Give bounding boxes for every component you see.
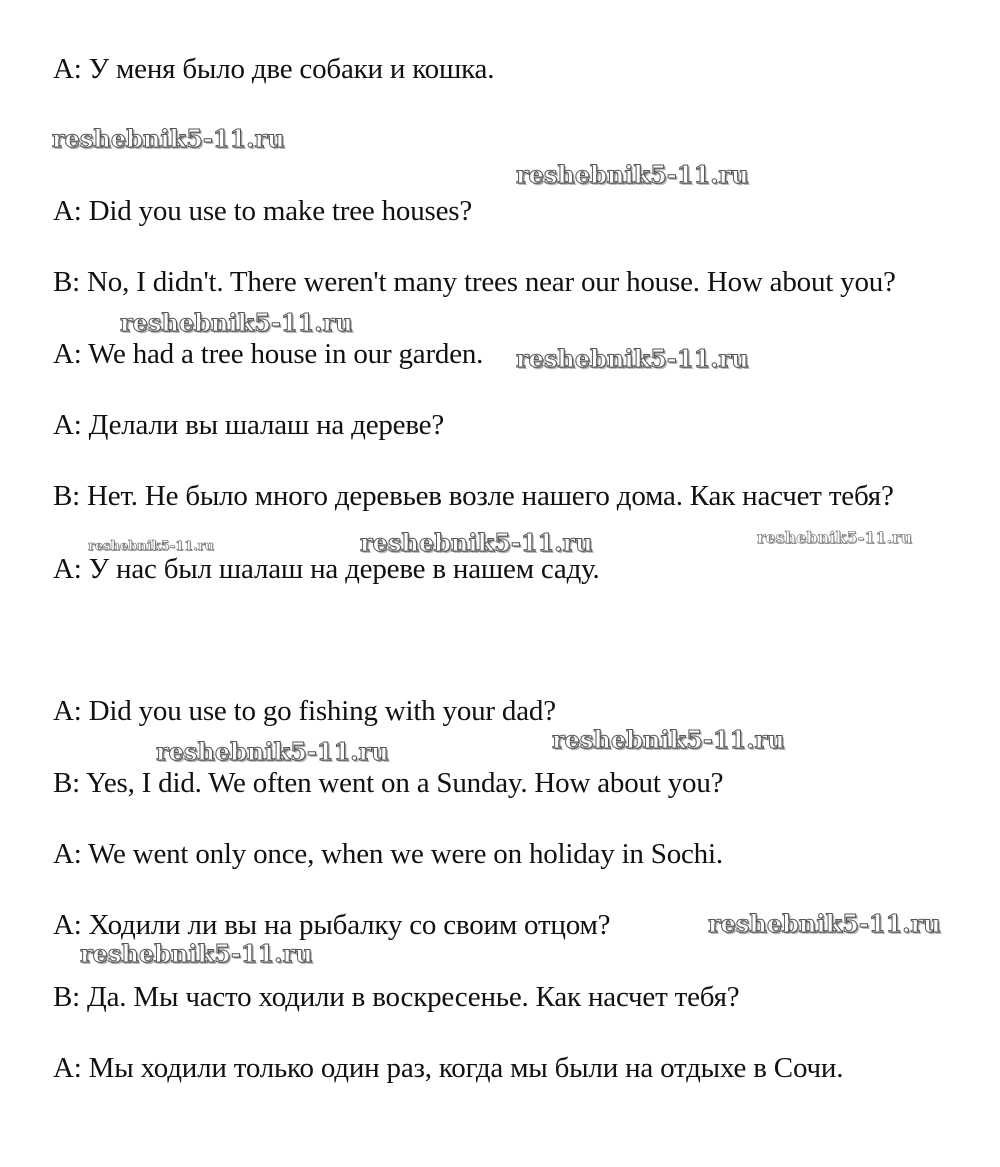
dialogue-line: A: Did you use to make tree houses?: [53, 195, 473, 227]
watermark: reshebnik5-11.ru: [708, 909, 941, 938]
dialogue-line: A: Делали вы шалаш на дереве?: [53, 409, 445, 441]
dialogue-line: B: Yes, I did. We often went on a Sunday. How about you?: [53, 767, 724, 799]
dialogue-line: A: We went only once, when we were on holiday in Sochi.: [53, 838, 723, 870]
watermark: reshebnik5-11.ru: [80, 939, 313, 968]
watermark: reshebnik5-11.ru: [156, 737, 389, 766]
dialogue-line: B: Да. Мы часто ходили в воскресенье. Как насчет тебя?: [53, 981, 740, 1013]
watermark: reshebnik5-11.ru: [120, 308, 353, 337]
dialogue-line: A: We had a tree house in our garden.: [53, 338, 484, 370]
dialogue-line: A: Did you use to go fishing with your dad?: [53, 695, 556, 727]
watermark: reshebnik5-11.ru: [516, 344, 749, 373]
dialogue-line: B: No, I didn't. There weren't many trees near our house. How about you?: [53, 266, 896, 298]
watermark: reshebnik5-11.ru: [516, 160, 749, 189]
dialogue-line: A: Ходили ли вы на рыбалку со своим отцом?: [53, 909, 611, 941]
watermark: reshebnik5-11.ru: [552, 725, 785, 754]
watermark: reshebnik5-11.ru: [757, 528, 913, 547]
dialogue-line: B: Нет. Не было много деревьев возле нашего дома. Как насчет тебя?: [53, 480, 894, 512]
watermark: reshebnik5-11.ru: [52, 124, 285, 153]
dialogue-line: A: У меня было две собаки и кошка.: [53, 53, 495, 85]
watermark: reshebnik5-11.ru: [360, 528, 593, 557]
dialogue-line: A: У нас был шалаш на дереве в нашем саду.: [53, 553, 600, 585]
watermark: reshebnik5-11.ru: [88, 539, 215, 554]
dialogue-line: A: Мы ходили только один раз, когда мы были на отдыхе в Сочи.: [53, 1052, 844, 1084]
